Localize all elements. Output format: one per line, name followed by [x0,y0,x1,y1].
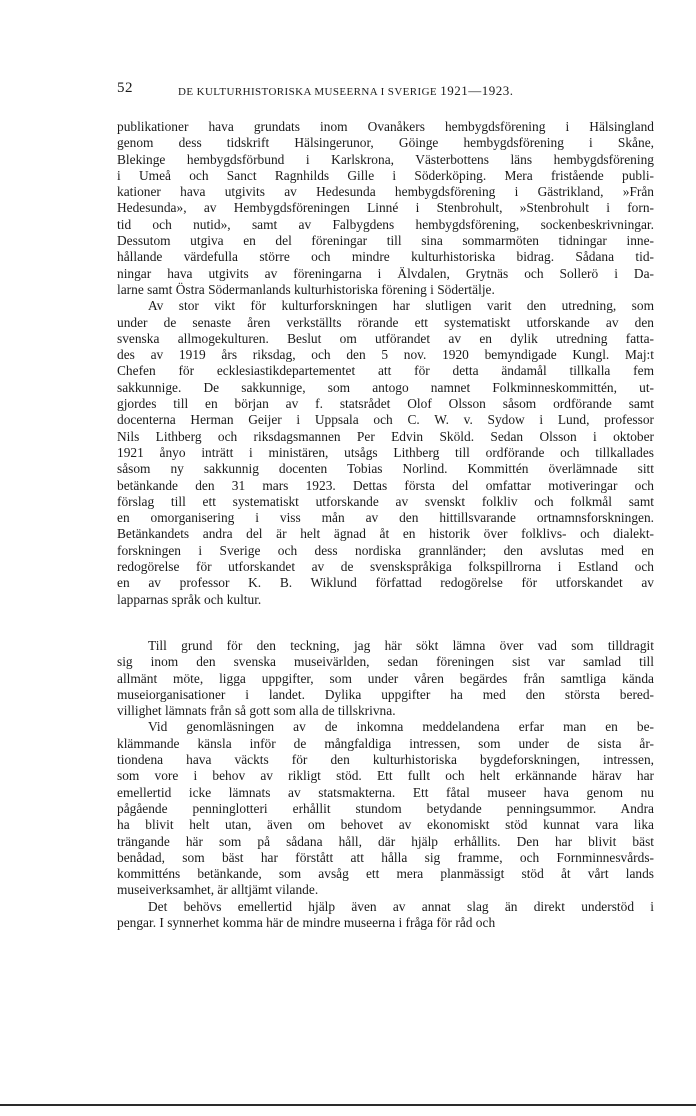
text-line: 1921 ånyo inträtt i ministären, utsågs Lithberg till ordförande och tillkallades [117,444,654,460]
text-line: museiorganisationer i landet. Dylika uppgifter ha med den största bered- [117,686,654,702]
text-line: en av professor K. B. Wiklund författad redogörelse för utforskandet av [117,575,654,591]
text-line: klämmande känsla inför de mångfaldiga intressen, som under de sista år- [117,735,654,751]
text-line: docenterna Herman Geijer i Uppsala och C. W. v. Sydow i Lund, professor [117,412,654,428]
text-line: förslag till ett systematiskt utforskande av svenskt folkliv och folkmål samt [117,493,654,509]
text-line: pågående penninglotteri erhållit stundom betydande penningsummor. Andra [117,800,654,816]
paragraph-folkminneskommitten [117,298,654,608]
paragraph-continued [117,119,654,298]
text-line: hållande värdefulla större och mindre kulturhistoriska bidrag. Sådana tid- [117,249,654,265]
text-line: Hedesunda», av Hembygdsföreningen Linné i Stenbrohult, »Stenbrohult i forn- [117,200,654,216]
text-line: Vid genomläsningen av de inkomna meddelandena erfar man en be- [148,719,654,735]
page-bottom-rule [0,1104,696,1106]
text-line: sig inom den svenska museivärlden, sedan föreningen sist var samlad till [117,654,654,670]
text-line: villighet lämnats från så gott som alla de tillskrivna. [117,703,396,719]
text-line: publikationer hava grundats inom Ovanåkers hembygdsförening i Hälsingland [117,119,654,134]
text-line: i Umeå och Sanct Ragnhilds Gille i Söderköping. Mera fristående publi- [117,167,654,183]
text-line: Av stor vikt för kulturforskningen har slutligen varit den utredning, som [148,298,654,314]
text-line: forskningen i Sverige och dess nordiska grannländer; den avslutas med en [117,542,654,558]
text-line: ha blivit helt utan, även om behovet av ekonomiskt stöd kunnat vara lika [117,817,654,833]
running-title-years: 1921—1923. [440,83,514,98]
text-line: Dessutom utgiva en del föreningar till sina sommarmöten tidningar inne- [117,233,654,249]
page-number: 52 [117,80,133,96]
running-head [117,80,597,102]
text-block-upper [117,119,654,608]
text-line: lapparnas språk och kultur. [117,591,262,607]
text-line: som vore i behov av rikligt stöd. Ett fullt och helt erkännande härav har [117,768,654,784]
paragraph-hjalp [117,899,654,932]
text-line: trängande här som på sådana håll, där hjälp erhållits. Den har blivit bäst [117,833,654,849]
text-line: museiverksamhet, är alltjämt vilande. [117,882,319,898]
text-line: benådad, som bäst har förstått att hålla sig framme, och Fornminnesvårds- [117,849,654,865]
text-line: svenska allmogekulturen. Beslut om utförandet av en dylik utredning fatta- [117,330,654,346]
text-block-lower [117,638,654,931]
running-title [178,83,513,99]
text-line: pengar. I synnerhet komma här de mindre museerna i fråga för råd och [117,915,496,931]
text-line: såsom ny sakkunnig docenten Tobias Norlind. Kommittén överlämnade sitt [117,461,654,477]
text-line: larne samt Östra Södermanlands kulturhistoriska förening i Södertälje. [117,281,495,297]
text-line: Blekinge hembygdsförbund i Karlskrona, Västerbottens läns hembygdsförening [117,151,654,167]
text-line: gjordes till en början av f. statsrådet Olof Olsson såsom ordförande samt [117,396,654,412]
text-line: tid och nutid», samt av Falbygdens hembygdsförening, sockenbeskrivningar. [117,216,654,232]
text-line: tiondena hava väckts för den kulturhistoriska bygdeforskningen, intressen, [117,752,654,768]
paragraph-grund-for-teckning [117,638,654,719]
text-line: Chefen för ecklesiastikdepartementet att för detta ändamål tillkalla fem [117,363,654,379]
paragraph-genomlasningen [117,719,654,898]
text-line: ningar hava utgivits av föreningarna i Älvdalen, Grytnäs och Sollerö i Da- [117,265,654,281]
text-line: kationer hava utgivits av Hedesunda hembygdsförening i Gästrikland, »Från [117,184,654,200]
text-line: kommitténs betänkande, som avsåg ett mera planmässigt stöd åt vårt lands [117,866,654,882]
text-line: redogörelse för utforskandet av de svenskspråkiga folkspillrorna i Estland och [117,559,654,575]
text-line: emellertid icke lämnats av statsmakterna. Ett fåtal museer hava genom nu [117,784,654,800]
text-line: allmänt möte, ligga uppgifter, som under våren begärdes från samtliga kända [117,670,654,686]
text-line: Betänkandets andra del är helt ägnad åt en historik över folklivs- och dialekt- [117,526,654,542]
text-line: Till grund för den teckning, jag här sökt lämna över vad som tilldragit [148,638,654,653]
text-line: Det behövs emellertid hjälp även av annat slag än direkt understöd i [148,898,654,914]
text-line: under de senaste åren verkställts rörande ett systematiskt utforskande av den [117,314,654,330]
text-line: genom dess tidskrift Hälsingerunor, Göinge hembygdsförening i Skåne, [117,135,654,151]
text-line: en omorganisering i viss mån av den hittillsvarande ortnamnsforskningen. [117,510,654,526]
text-line: Nils Lithberg och riksdagsmannen Per Edvin Sköld. Sedan Olsson i oktober [117,428,654,444]
text-line: betänkande den 31 mars 1923. Dettas första del omfattar motiveringar och [117,477,654,493]
text-line: sakkunnige. De sakkunnige, som antogo namnet Folkminneskommittén, ut- [117,379,654,395]
text-line: des av 1919 års riksdag, och den 5 nov. 1920 bemyndigade Kungl. Maj:t [117,347,654,363]
running-title-text: DE KULTURHISTORISKA MUSEERNA I SVERIGE [178,86,438,98]
